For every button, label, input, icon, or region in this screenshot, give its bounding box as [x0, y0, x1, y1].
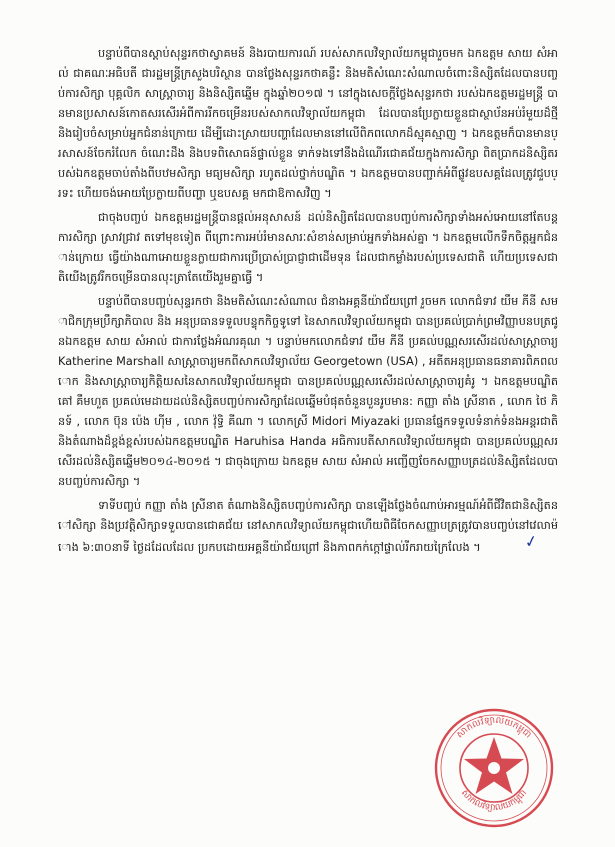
seal-star-center — [488, 762, 500, 774]
paragraph-1: បន្ទាប់ពីបានស្ដាប់សុន្ទរកថាស្វាគមន៍ និងរបាយការណ៍ របស់សាកលវិទ្យាល័យកម្ពុជារួចមក ឯកឧត្តម សាយ សំអាល់ ជាគណៈអធិបតី ជារដ្ឋមន្ត្រីក្រសួងបរិស្ថាន បានថ្លែងសុន្ទរកថាគន្លឹះ និងមតិសំណេះសំណាលចំពោះនិស្សិតដែលបានបញ្ចប់ការសិក្សា បុគ្គលិក សាស្ត្រាចារ្យ និងនិស្សិតឆ្នើម ក្នុងឆ្នាំ២០១៧ ។ នៅក្នុងសេចក្ដីថ្លែងសុន្ទរកថា របស់ឯកឧត្តមរដ្ឋមន្ត្រី បានមានប្រសាសន៍កោតសរសើរអំពីការរីកចម្រើនរបស់សាកលវិទ្យាល័យកម្ពុជា ដែលបានប្រែក្លាយខ្លួនជាស្ថាប័នអប់រំមួយដ៏ថ្មី និងរៀបចំសម្រាប់អ្នកជំនាន់ក្រោយ ដើម្បីដោះស្រាយបញ្ហាដែលមាននៅលើពិភពលោកដ៏ស្មុគស្មាញ ។ ឯកឧត្តមក៏បានមានប្រសាសន៍ចែករំលែក ចំណេះដឹង និងបទពិសោធន៍ផ្ទាល់ខ្លួន ទាក់ទងទៅនឹងដំណើរជោគជ័យក្នុងការសិក្សា ពិតប្រាកដនិស្សិតរបស់ឯកឧត្តមចាប់តាំងពីបឋមសិក្សា មធ្យមសិក្សា រហូតដល់ថ្នាក់បណ្ឌិត ។ ឯកឧត្តមបានបញ្ជាក់អំពីផ្លូវឧបសគ្គដែលត្រូវជួបប្រទះ ហើយចង់អោយប្រែក្លាយពីបញ្ហា ឬឧបសគ្គ មកជាឱកាសវិញ ។ — [58, 47, 558, 200]
paragraph-4 — [58, 496, 558, 558]
paragraph-4-text: ទាទីបញ្ចប់ កញ្ញា តាំង ស្រីនាត តំណាងនិស្សិតបញ្ចប់ការសិក្សា បានឡើងថ្លែងចំណាប់អារម្មណ៍អំពីជីវិតជានិស្សិតនៅសិក្សា និងប្រវត្តិសិក្សាទទួលបានជោគជ័យ នៅសាកលវិទ្យាល័យកម្ពុជាហើយពិធីចែកសញ្ញាបត្រត្រូវបានបញ្ចប់នៅវេលាម៉ោង ៦:៣០នាទី ថ្ងៃដដែលដែល ប្រកបដោយអគ្គនីយ៉ាជ័យព្រៅ និងភាពកក់ក្ដៅផ្ទាល់រីករាយក្រៃលែង ។ — [58, 499, 558, 554]
document-body — [58, 44, 558, 560]
seal-arc-text-top: សាកលវិទ្យាល័យកម្ពុជា — [455, 715, 533, 741]
paragraph-2: ជាចុងបញ្ចប់ ឯកឧត្តមរដ្ឋមន្ត្រីបានផ្ដល់អនុសាសន៍ ដល់និស្សិតដែលបានបញ្ចប់ការសិក្សាទាំងអស់អោយនៅតែបន្ត ការសិក្សា ស្រាវជ្រាវ តទៅមុខទៀត ពីព្រោះការអប់រំមានសារៈសំខាន់សម្រាប់អ្នកទាំងអស់គ្នា ។ ឯកឧត្តមលើកទឹកចិត្តអ្នកជំនាន់ក្រោយ ធ្វើយ៉ាងណាអោយខ្លួនក្លាយជាការប្រើប្រាស់ប្រាជ្ញាជាដើមទុន ដែលជាកម្លាំងរបស់ប្រទេសជាតិ ហើយប្រទេសជាតិយើងត្រូវរីកចម្រើនបានលុះត្រាតែយើងរួមគ្នាធ្វើ ។ — [58, 211, 558, 284]
seal-arc-text-bottom: សាកលវិទ្យាល័យកម្ពុជា — [458, 788, 530, 814]
official-seal — [433, 707, 555, 829]
signature-mark: ✓ — [522, 530, 540, 553]
paragraph-3: បន្ទាប់ពីបានបញ្ចប់សុន្ទរកថា និងមតិសំណេះសំណាល ជំនាងអគ្គនីយ៉ាជ័យព្រៅ រួចមក លោកជំទាវ យឹម ភីនី សមាជិកក្រុមប្រឹក្សាភិបាល និង អនុប្រធានទទួលបន្ទុកកិច្ចទូទៅ នៃសាកលវិទ្យាល័យកម្ពុជា បានប្រគល់ប្រាក់ព្រមវិញ្ញាបនបត្រជូនឯកឧត្តម សាយ សំអាល់ ជាការថ្លែងអំណរគុណ ។ បន្ទាប់មកលោកជំទាវ យឹម ភីនី ប្រគល់បណ្ណសរសើរដល់សាស្ត្រាចារ្យ Katherine Marshall សាស្ត្រាចារ្យមកពីសាកលវិទ្យាល័យ Georgetown (USA) , អតីតអនុប្រធានធនាគារពិភពលោក និងសាស្ត្រាចារ្យកិត្តិយសនៃសាកលវិទ្យាល័យកម្ពុជា បានប្រគល់បណ្ណសរសើរដល់សាស្ត្រាចារ្យគំរូ ។ ឯកឧត្តមបណ្ឌិត គៅ គឹមហួត ប្រគល់មេដាយដល់និស្សិតបញ្ចប់ការសិក្សាដែលឆ្នើមបំផុតចំនួនបួនរូបមាន: កញ្ញា តាំង ស្រីនាត , លោក ថៃ ភិនទ៍ , លោក ប៊ុន ប៉េង ហ៊ីម , លោក វ៉ុទ្ធិ គីណា ។ លោកស្រី Midori Miyazaki ប្រធានផ្នែកទទួលទំនាក់ទំនងអន្តរជាតិ និងតំណាងដ៏ខ្ពង់ខ្ពស់របស់ឯកឧត្តមបណ្ឌិត Haruhisa Handa អធិការបតីសាកលវិទ្យាល័យកម្ពុជា បានប្រគល់បណ្ណសរសើរដល់និស្សិតឆ្នើម២០១៤-២០១៥ ។ ជាចុងក្រោយ ឯកឧត្តម សាយ សំអាល់ អញ្ជើញចែកសញ្ញាបត្រដល់និស្សិតដែលបានបញ្ចប់ការសិក្សា ។ — [58, 295, 558, 488]
